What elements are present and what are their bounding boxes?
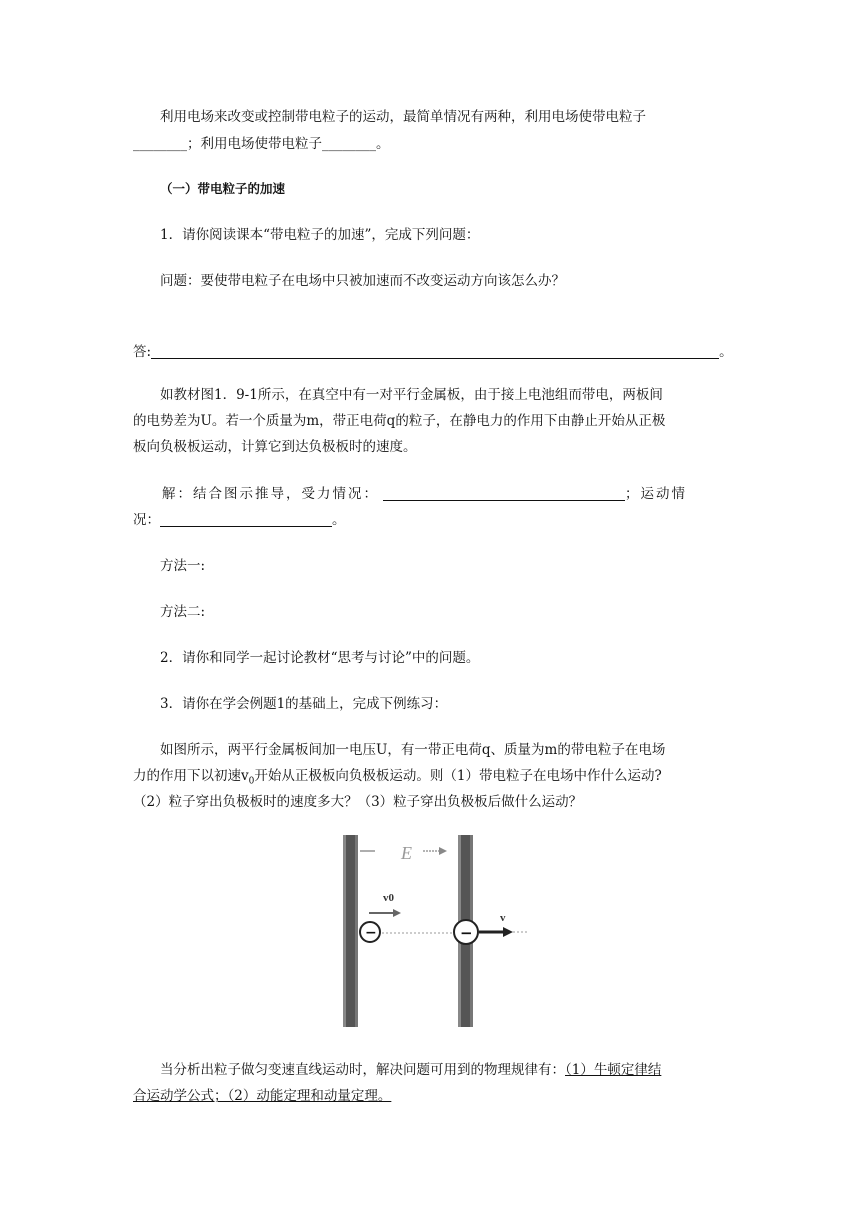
method-two: 方法二:	[160, 604, 206, 620]
motion-blank	[160, 510, 332, 527]
conclusion-text: 当分析出粒子做匀变速直线运动时，解决问题可用到的物理规律有：	[160, 1062, 565, 1078]
exercise-line-3: （2）粒子穿出负极板时的速度多大？（3）粒子穿出负极板后做什么运动？	[133, 794, 583, 810]
intro-blank-1: ________	[133, 136, 187, 152]
conclusion-underlined-2: 合运动学公式；（2）动能定理和动量定理。	[133, 1088, 392, 1104]
question-3: 3．请你在学会例题1的基础上，完成下例练习：	[160, 696, 448, 712]
exercise-text-2a: 力的作用下以初速v	[133, 768, 249, 784]
force-blank	[383, 484, 625, 501]
intro-mid-text: ；利用电场使带电粒子	[187, 136, 322, 152]
example-line-3: 板向负极板运动，计算它到达负极板时的速度。	[133, 439, 417, 455]
solution-line-1	[162, 481, 687, 507]
example-line-1: 如教材图1．9-1所示，在真空中有一对平行金属板，由于接上电池组而带电，两板间	[160, 387, 663, 403]
answer-blank	[151, 342, 719, 359]
v0-subscript: 0	[248, 776, 255, 787]
solution-sep: ；运动情	[625, 486, 687, 502]
answer-end: 。	[719, 344, 733, 360]
answer-line	[133, 339, 733, 365]
svg-text:−: −	[365, 925, 377, 941]
conclusion-underlined-1: （1）牛顿定律结	[565, 1062, 662, 1078]
answer-label: 答:	[133, 344, 152, 360]
section-title: （一）带电粒子的加速	[160, 181, 286, 196]
v0-label: v0	[383, 892, 394, 904]
solution-label: 解：结合图示推导，受力情况：	[162, 486, 379, 502]
intro-line-1	[160, 104, 646, 130]
question-1-heading: 1．请你阅读课本“带电粒子的加速”，完成下列问题：	[160, 227, 480, 243]
solution-label-2: 况：	[133, 512, 160, 528]
question-text: 问题：要使带电粒子在电场中只被加速而不改变运动方向该怎么办？	[160, 273, 565, 289]
conclusion-line-1	[160, 1057, 661, 1083]
solution-end: 。	[332, 512, 346, 528]
parallel-plates-figure	[335, 831, 535, 1029]
intro-blank-2: ________	[322, 136, 376, 152]
exercise-text-2b: 开始从正极板向负极板运动。则（1）带电粒子在电场中作什么运动?	[254, 768, 662, 784]
method-one: 方法一:	[160, 558, 206, 574]
solution-line-2	[133, 507, 346, 533]
intro-end: 。	[376, 136, 390, 152]
exercise-line-1: 如图所示，两平行金属板间加一电压U，有一带正电荷q、质量为m的带电粒子在电场	[160, 742, 666, 758]
example-line-2: 的电势差为U。若一个质量为m，带正电荷q的粒子，在静电力的作用下由静止开始从正极	[133, 413, 666, 429]
intro-line-2	[133, 131, 390, 157]
intro-text: 利用电场来改变或控制带电粒子的运动，最简单情况有两种，利用电场使带电粒子	[160, 109, 646, 125]
question-2: 2．请你和同学一起讨论教材“思考与讨论”中的问题。	[160, 650, 480, 666]
svg-text:−: −	[460, 924, 473, 942]
field-label: E	[401, 843, 412, 863]
v-label: v	[500, 912, 506, 924]
